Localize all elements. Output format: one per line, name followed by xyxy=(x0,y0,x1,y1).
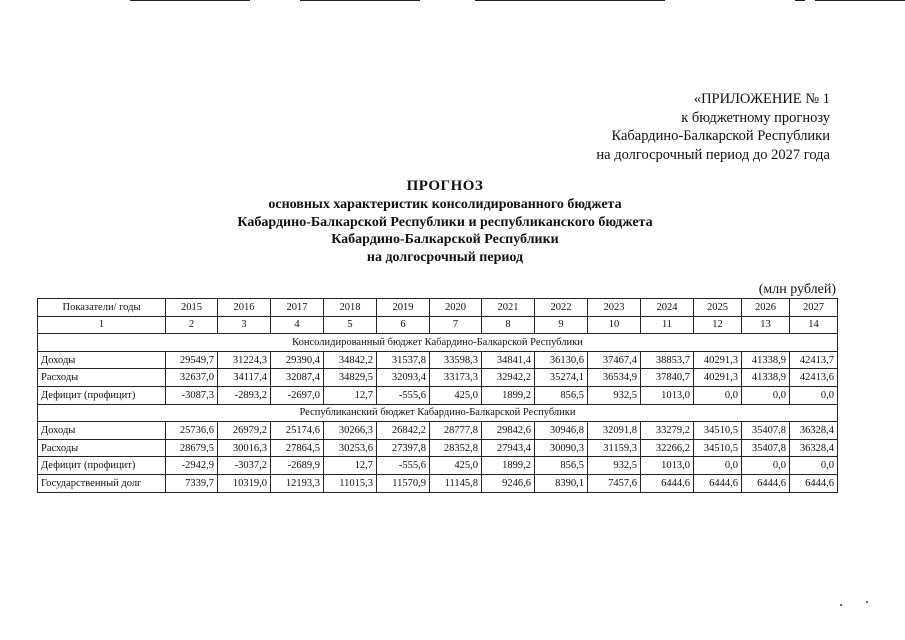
value-cell: 32637,0 xyxy=(166,369,218,387)
value-cell: 42413,7 xyxy=(790,351,838,369)
value-cell: 11015,3 xyxy=(324,474,377,492)
header-cell-year: 2016 xyxy=(218,299,271,317)
value-cell: 34510,5 xyxy=(694,422,742,440)
value-cell: 33279,2 xyxy=(641,422,694,440)
column-index-cell: 4 xyxy=(271,316,324,334)
value-cell: 40291,3 xyxy=(694,351,742,369)
value-cell: 32942,2 xyxy=(482,369,535,387)
row-label: Дефицит (профицит) xyxy=(38,386,166,404)
units-label: (млн рублей) xyxy=(758,282,836,297)
value-cell: 1013,0 xyxy=(641,386,694,404)
value-cell: 11570,9 xyxy=(377,474,430,492)
value-cell: 28777,8 xyxy=(430,422,482,440)
section-header-row xyxy=(38,404,838,422)
value-cell: 25736,6 xyxy=(166,422,218,440)
value-cell: 41338,9 xyxy=(742,369,790,387)
column-index-cell: 2 xyxy=(166,316,218,334)
header-cell-year: 2021 xyxy=(482,299,535,317)
value-cell: 25174,6 xyxy=(271,422,324,440)
header-cell-year: 2027 xyxy=(790,299,838,317)
value-cell: 31159,3 xyxy=(588,439,641,457)
value-cell: -2689,9 xyxy=(271,457,324,475)
column-index-cell: 5 xyxy=(324,316,377,334)
value-cell: 34829,5 xyxy=(324,369,377,387)
value-cell: 7457,6 xyxy=(588,474,641,492)
value-cell: -2697,0 xyxy=(271,386,324,404)
column-index-cell: 9 xyxy=(535,316,588,334)
value-cell: 31224,3 xyxy=(218,351,271,369)
value-cell: 10319,0 xyxy=(218,474,271,492)
value-cell: 6444,6 xyxy=(790,474,838,492)
value-cell: 27397,8 xyxy=(377,439,430,457)
value-cell: 0,0 xyxy=(790,386,838,404)
column-index-cell: 10 xyxy=(588,316,641,334)
value-cell: 30090,3 xyxy=(535,439,588,457)
value-cell: 33173,3 xyxy=(430,369,482,387)
column-index-row xyxy=(38,316,838,334)
value-cell: 12,7 xyxy=(324,457,377,475)
header-cell-year: 2018 xyxy=(324,299,377,317)
value-cell: 0,0 xyxy=(694,386,742,404)
table-row xyxy=(38,457,838,475)
value-cell: 32091,8 xyxy=(588,422,641,440)
appendix-note xyxy=(560,90,830,164)
table-body xyxy=(38,334,838,492)
scan-edge-line xyxy=(795,0,805,1)
header-cell-year: 2020 xyxy=(430,299,482,317)
row-label: Государственный долг xyxy=(38,474,166,492)
value-cell: -2893,2 xyxy=(218,386,271,404)
value-cell: 42413,6 xyxy=(790,369,838,387)
value-cell: 27864,5 xyxy=(271,439,324,457)
value-cell: 30253,6 xyxy=(324,439,377,457)
value-cell: 7339,7 xyxy=(166,474,218,492)
value-cell: 0,0 xyxy=(742,457,790,475)
value-cell: 30266,3 xyxy=(324,422,377,440)
header-row xyxy=(38,299,838,317)
value-cell: 38853,7 xyxy=(641,351,694,369)
value-cell: 29549,7 xyxy=(166,351,218,369)
section-title: Консолидированный бюджет Кабардино-Балкарской Республики xyxy=(38,334,838,352)
header-cell-year: 2022 xyxy=(535,299,588,317)
header-cell-year: 2015 xyxy=(166,299,218,317)
row-label: Доходы xyxy=(38,351,166,369)
value-cell: 37840,7 xyxy=(641,369,694,387)
value-cell: 11145,8 xyxy=(430,474,482,492)
value-cell: 1899,2 xyxy=(482,457,535,475)
value-cell: 34841,4 xyxy=(482,351,535,369)
title-line: Кабардино-Балкарской Республики и республиканского бюджета xyxy=(237,214,653,230)
value-cell: 36130,6 xyxy=(535,351,588,369)
value-cell: 30016,3 xyxy=(218,439,271,457)
table-row xyxy=(38,474,838,492)
header-cell-year: 2017 xyxy=(271,299,324,317)
header-cell-year: 2019 xyxy=(377,299,430,317)
value-cell: -3087,3 xyxy=(166,386,218,404)
value-cell: 0,0 xyxy=(694,457,742,475)
appendix-line: Кабардино-Балкарской Республики xyxy=(611,128,830,144)
title-line: основных характеристик консолидированного бюджета xyxy=(268,197,622,212)
scan-edge-line xyxy=(815,0,905,1)
value-cell: 8390,1 xyxy=(535,474,588,492)
value-cell: 425,0 xyxy=(430,457,482,475)
table-row xyxy=(38,351,838,369)
table-row xyxy=(38,439,838,457)
value-cell: 6444,6 xyxy=(694,474,742,492)
row-label: Дефицит (профицит) xyxy=(38,457,166,475)
value-cell: 12193,3 xyxy=(271,474,324,492)
document-title xyxy=(90,177,800,266)
value-cell: 6444,6 xyxy=(641,474,694,492)
value-cell: 36534,9 xyxy=(588,369,641,387)
section-title: Республиканский бюджет Кабардино-Балкарской Республики xyxy=(38,404,838,422)
value-cell: 856,5 xyxy=(535,457,588,475)
value-cell: 35274,1 xyxy=(535,369,588,387)
header-cell-year: 2024 xyxy=(641,299,694,317)
value-cell: -3037,2 xyxy=(218,457,271,475)
scan-speck xyxy=(866,601,868,603)
scan-edge-line xyxy=(300,0,420,1)
column-index-cell: 7 xyxy=(430,316,482,334)
value-cell: 35407,8 xyxy=(742,422,790,440)
value-cell: 856,5 xyxy=(535,386,588,404)
value-cell: 37467,4 xyxy=(588,351,641,369)
value-cell: 36328,4 xyxy=(790,422,838,440)
section-header-row xyxy=(38,334,838,352)
value-cell: 29842,6 xyxy=(482,422,535,440)
value-cell: 33598,3 xyxy=(430,351,482,369)
value-cell: -555,6 xyxy=(377,457,430,475)
column-index-cell: 13 xyxy=(742,316,790,334)
table-row xyxy=(38,422,838,440)
value-cell: 0,0 xyxy=(742,386,790,404)
column-index-cell: 6 xyxy=(377,316,430,334)
header-cell-year: 2025 xyxy=(694,299,742,317)
value-cell: 26979,2 xyxy=(218,422,271,440)
scan-speck xyxy=(840,604,842,606)
value-cell: 28679,5 xyxy=(166,439,218,457)
value-cell: 28352,8 xyxy=(430,439,482,457)
value-cell: 35407,8 xyxy=(742,439,790,457)
value-cell: 26842,2 xyxy=(377,422,430,440)
title-line: на долгосрочный период xyxy=(366,249,524,265)
value-cell: 12,7 xyxy=(324,386,377,404)
value-cell: 0,0 xyxy=(790,457,838,475)
appendix-line: к бюджетному прогнозу xyxy=(681,109,830,126)
title-line: Кабардино-Балкарской Республики xyxy=(331,232,559,247)
value-cell: 36328,4 xyxy=(790,439,838,457)
column-index-cell: 3 xyxy=(218,316,271,334)
forecast-table xyxy=(37,298,838,493)
appendix-line: «ПРИЛОЖЕНИЕ № 1 xyxy=(693,91,830,107)
appendix-line: на долгосрочный период до 2027 года xyxy=(596,146,830,163)
column-index-cell: 8 xyxy=(482,316,535,334)
value-cell: 34510,5 xyxy=(694,439,742,457)
header-cell-year: 2023 xyxy=(588,299,641,317)
header-cell-year: 2026 xyxy=(742,299,790,317)
value-cell: -555,6 xyxy=(377,386,430,404)
value-cell: 32093,4 xyxy=(377,369,430,387)
value-cell: 932,5 xyxy=(588,457,641,475)
value-cell: 9246,6 xyxy=(482,474,535,492)
value-cell: 425,0 xyxy=(430,386,482,404)
value-cell: 32266,2 xyxy=(641,439,694,457)
table-row xyxy=(38,386,838,404)
value-cell: 6444,6 xyxy=(742,474,790,492)
column-index-cell: 14 xyxy=(790,316,838,334)
value-cell: 1899,2 xyxy=(482,386,535,404)
value-cell: 32087,4 xyxy=(271,369,324,387)
scan-edge-line xyxy=(475,0,665,1)
value-cell: 34842,2 xyxy=(324,351,377,369)
row-label: Доходы xyxy=(38,422,166,440)
title-main: ПРОГНОЗ xyxy=(406,178,484,194)
value-cell: 29390,4 xyxy=(271,351,324,369)
value-cell: -2942,9 xyxy=(166,457,218,475)
value-cell: 31537,8 xyxy=(377,351,430,369)
value-cell: 34117,4 xyxy=(218,369,271,387)
value-cell: 1013,0 xyxy=(641,457,694,475)
value-cell: 932,5 xyxy=(588,386,641,404)
column-index-cell: 1 xyxy=(38,316,166,334)
column-index-cell: 12 xyxy=(694,316,742,334)
value-cell: 40291,3 xyxy=(694,369,742,387)
table-row xyxy=(38,369,838,387)
scan-edge-line xyxy=(130,0,250,1)
header-cell-indicator: Показатели/ годы xyxy=(38,299,166,317)
value-cell: 30946,8 xyxy=(535,422,588,440)
column-index-cell: 11 xyxy=(641,316,694,334)
row-label: Расходы xyxy=(38,439,166,457)
row-label: Расходы xyxy=(38,369,166,387)
value-cell: 27943,4 xyxy=(482,439,535,457)
value-cell: 41338,9 xyxy=(742,351,790,369)
